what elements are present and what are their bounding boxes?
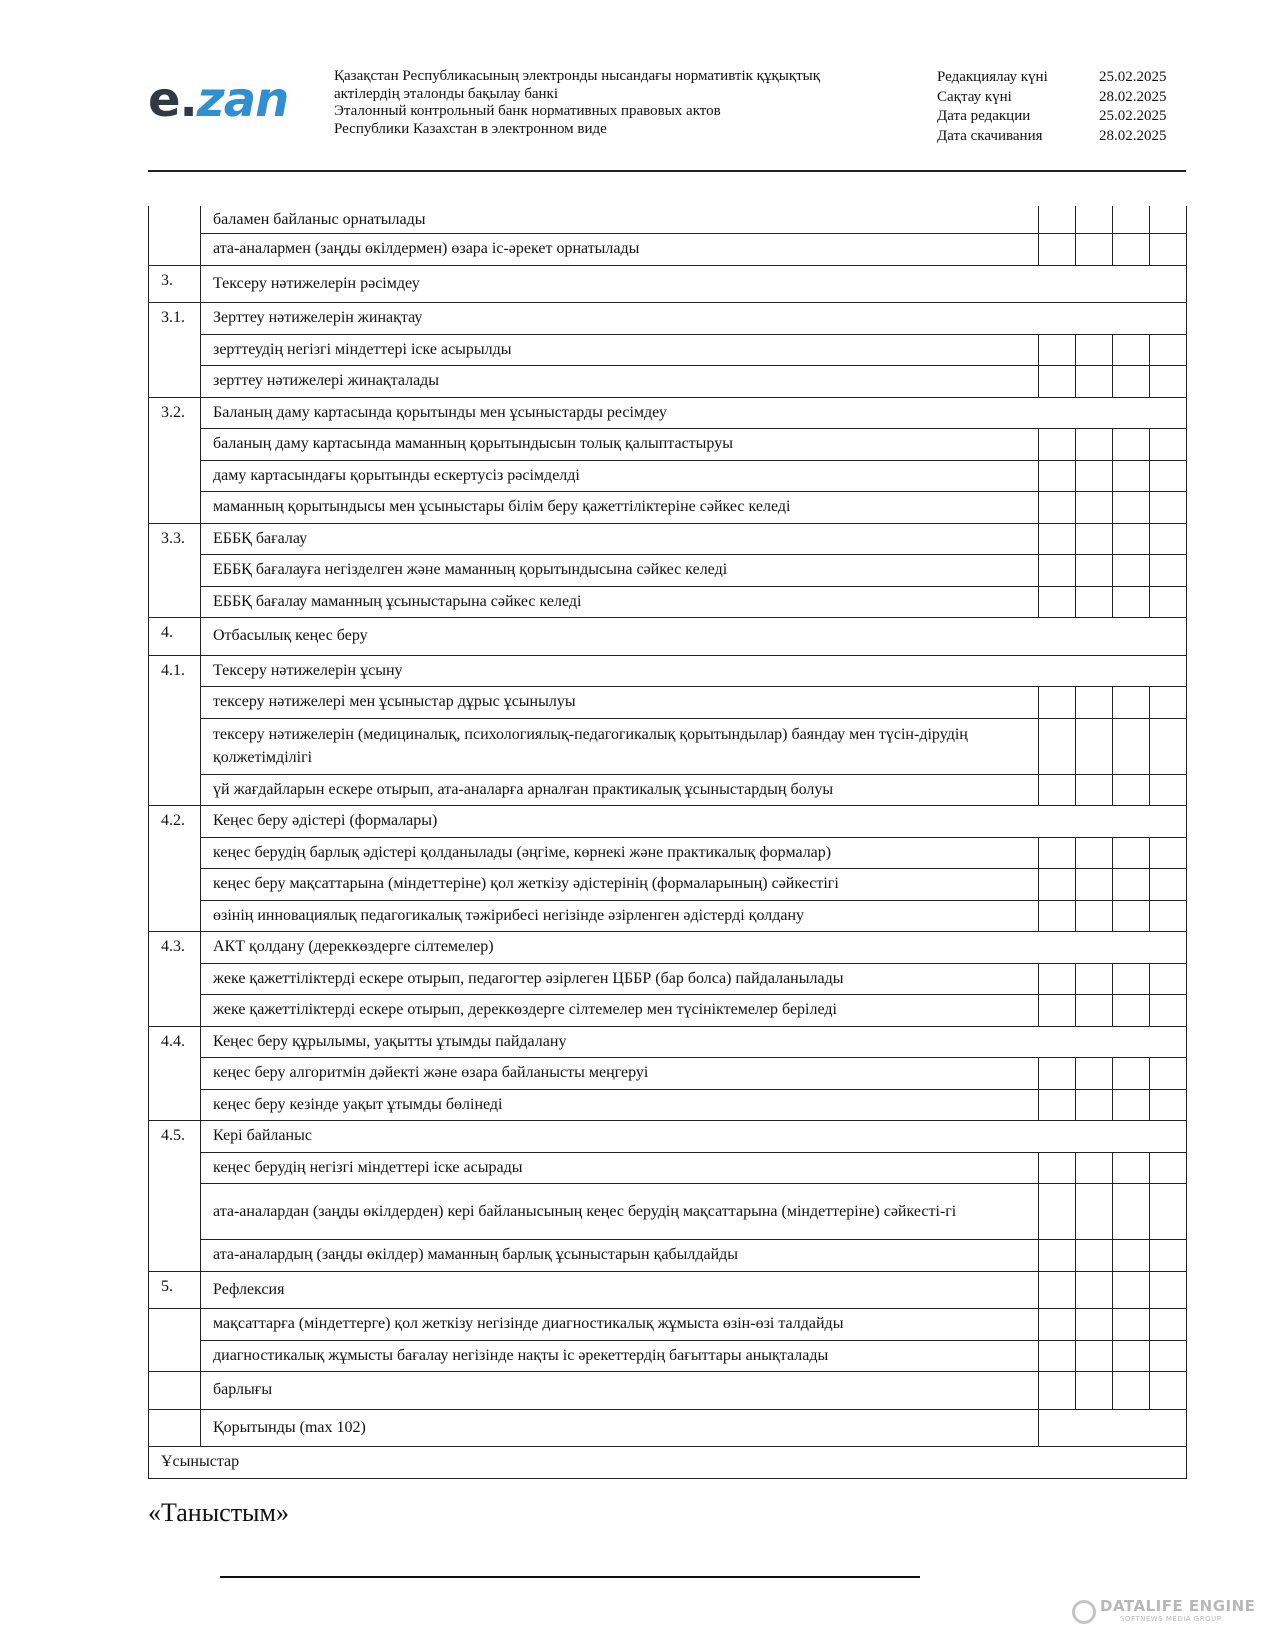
score-cell[interactable] xyxy=(1113,995,1150,1027)
score-cell[interactable] xyxy=(1076,687,1113,719)
row-number: 4. xyxy=(149,618,201,656)
meta-value: 28.02.2025 xyxy=(1099,88,1167,105)
score-cell[interactable] xyxy=(1113,1309,1150,1341)
score-cell[interactable] xyxy=(1150,1089,1187,1121)
score-cell[interactable] xyxy=(1039,555,1076,587)
evaluation-table xyxy=(148,206,1187,1479)
watermark xyxy=(1078,1597,1255,1623)
meta-label: Дата скачивания xyxy=(937,127,1043,144)
meta-row xyxy=(937,68,1167,88)
score-cell[interactable] xyxy=(1113,234,1150,266)
row-text: зерттеудің негізгі міндеттері іске асырылды xyxy=(201,334,1039,366)
table-row xyxy=(149,1152,1187,1184)
row-number: 4.4. xyxy=(149,1026,201,1121)
score-cell[interactable] xyxy=(1076,492,1113,524)
table-row xyxy=(149,1340,1187,1372)
score-cell[interactable] xyxy=(1113,1184,1150,1240)
row-text: маманның қорытындысы мен ұсыныстары білім беру қажеттіліктеріне сәйкес келеді xyxy=(201,492,1039,524)
table-row xyxy=(149,1089,1187,1121)
header-line: Республики Казахстан в электронном виде xyxy=(334,120,607,137)
table-row xyxy=(149,869,1187,901)
row-text: ЕББҚ бағалау xyxy=(201,523,1039,555)
score-cell[interactable] xyxy=(1039,718,1076,774)
row-number: 5. xyxy=(149,1271,201,1309)
row-text: АКТ қолдану (дереккөздерге сілтемелер) xyxy=(201,932,1187,964)
score-cell[interactable] xyxy=(1039,366,1076,398)
table-row xyxy=(149,837,1187,869)
table-row xyxy=(149,1184,1187,1240)
meta-value: 25.02.2025 xyxy=(1099,108,1167,124)
score-cell[interactable] xyxy=(1039,206,1076,234)
meta-label: Редакциялау күні xyxy=(937,69,1048,85)
ezan-logo: e.zan xyxy=(148,72,289,128)
table-row xyxy=(149,586,1187,618)
table-row xyxy=(149,555,1187,587)
score-cell[interactable] xyxy=(1039,1089,1076,1121)
score-cell[interactable] xyxy=(1150,206,1187,234)
table-row xyxy=(149,932,1187,964)
score-cell[interactable] xyxy=(1150,1340,1187,1372)
table-row xyxy=(149,774,1187,806)
row-number: 3.1. xyxy=(149,303,201,398)
score-cell[interactable] xyxy=(1113,1089,1150,1121)
score-cell[interactable] xyxy=(1113,492,1150,524)
watermark-sub: SOFTNEWS MEDIA GROUP xyxy=(1120,1615,1222,1623)
score-cell[interactable] xyxy=(1150,869,1187,901)
score-cell[interactable] xyxy=(1113,718,1150,774)
table-row xyxy=(149,366,1187,398)
score-cell[interactable] xyxy=(1113,334,1150,366)
table-row xyxy=(149,718,1187,774)
score-cell[interactable] xyxy=(1039,429,1076,461)
score-cell[interactable] xyxy=(1076,1340,1113,1372)
score-cell[interactable] xyxy=(1150,1184,1187,1240)
signature-line xyxy=(220,1576,920,1578)
score-cell[interactable] xyxy=(1039,869,1076,901)
row-text: ата-аналардың (заңды өкілдер) маманның барлық ұсыныстарын қабылдайды xyxy=(201,1240,1039,1272)
row-number: 3. xyxy=(149,265,201,303)
score-cell[interactable] xyxy=(1039,460,1076,492)
header-meta xyxy=(937,68,1167,146)
row-text: кеңес берудің барлық әдістері қолданылады (әңгіме, көрнекі және практикалық формалар) xyxy=(201,837,1039,869)
score-cell[interactable] xyxy=(1150,900,1187,932)
meta-label: Сақтау күні xyxy=(937,88,1012,105)
row-text: Кері байланыс xyxy=(201,1121,1187,1153)
row-text: Рефлексия xyxy=(201,1271,1039,1309)
table-row xyxy=(149,523,1187,555)
score-cell[interactable] xyxy=(1039,687,1076,719)
score-cell[interactable] xyxy=(1039,234,1076,266)
meta-value: 25.02.2025 xyxy=(1099,69,1167,85)
table-row xyxy=(149,1271,1187,1309)
row-text: жеке қажеттіліктерді ескере отырып, дереккөздерге сілтемелер мен түсініктемелер беріледі xyxy=(201,995,1039,1027)
score-cell[interactable] xyxy=(1150,555,1187,587)
score-cell[interactable] xyxy=(1039,586,1076,618)
score-cell[interactable] xyxy=(1039,1152,1076,1184)
row-number: 3.2. xyxy=(149,397,201,523)
score-cell[interactable] xyxy=(1076,1152,1113,1184)
score-cell[interactable] xyxy=(1113,586,1150,618)
row-number: 4.3. xyxy=(149,932,201,1027)
score-cell[interactable] xyxy=(1076,900,1113,932)
score-cell[interactable] xyxy=(1150,995,1187,1027)
table-row xyxy=(149,460,1187,492)
score-cell[interactable] xyxy=(1113,1058,1150,1090)
row-text: тексеру нәтижелері мен ұсыныстар дұрыс ұсынылуы xyxy=(201,687,1039,719)
row-text: өзінің инновациялық педагогикалық тәжірибесі негізінде әзірленген әдістерді қолдану xyxy=(201,900,1039,932)
score-cell[interactable] xyxy=(1076,586,1113,618)
row-text: ата-аналармен (заңды өкілдермен) өзара іс-әрекет орнатылады xyxy=(201,234,1039,266)
score-cell[interactable] xyxy=(1150,687,1187,719)
meta-label: Дата редакции xyxy=(937,108,1031,124)
row-text: мақсаттарға (міндеттерге) қол жеткізу негізінде диагностикалық жұмыста өзін-өзі талдайды xyxy=(201,1309,1039,1341)
score-cell[interactable] xyxy=(1113,523,1150,555)
row-text: кеңес беру мақсаттарына (міндеттеріне) қол жеткізу әдістерінің (формаларының) сәйкестігі xyxy=(201,869,1039,901)
score-cell[interactable] xyxy=(1039,963,1076,995)
row-number: 4.5. xyxy=(149,1121,201,1272)
score-cell[interactable] xyxy=(1039,774,1076,806)
row-text: Қорытынды (max 102) xyxy=(201,1409,1039,1447)
score-cell[interactable] xyxy=(1076,366,1113,398)
score-cell[interactable] xyxy=(1039,1372,1076,1410)
table-row xyxy=(149,1058,1187,1090)
acknowledged-label: «Таныстым» xyxy=(148,1498,289,1527)
score-cell[interactable] xyxy=(1113,963,1150,995)
score-cell[interactable] xyxy=(1150,718,1187,774)
score-cell[interactable] xyxy=(1076,460,1113,492)
table-row xyxy=(149,1121,1187,1153)
watermark-main: DATALIFE ENGINE xyxy=(1100,1597,1256,1615)
score-cell[interactable] xyxy=(1113,687,1150,719)
row-text: Отбасылық кеңес беру xyxy=(201,618,1187,656)
score-cell[interactable] xyxy=(1039,995,1076,1027)
header-title xyxy=(334,68,820,138)
meta-row xyxy=(937,88,1167,108)
header-line: Қазақстан Республикасының электронды нысандағы нормативтік құқықтық xyxy=(334,68,821,84)
score-cell[interactable] xyxy=(1076,1089,1113,1121)
score-cell[interactable] xyxy=(1150,523,1187,555)
row-text: барлығы xyxy=(201,1372,1039,1410)
row-number: 3.3. xyxy=(149,523,201,618)
header-line: актілердің эталонды бақылау банкі xyxy=(334,85,558,102)
row-text: Тексеру нәтижелерін ұсыну xyxy=(201,655,1187,687)
row-number xyxy=(149,1309,201,1372)
score-cell[interactable] xyxy=(1150,586,1187,618)
score-cell[interactable] xyxy=(1039,1309,1076,1341)
score-cell[interactable] xyxy=(1076,774,1113,806)
score-cell[interactable] xyxy=(1039,1271,1076,1309)
score-cell[interactable] xyxy=(1113,429,1150,461)
row-text: ЕББҚ бағалауға негізделген және маманның қорытындысына сәйкес келеді xyxy=(201,555,1039,587)
row-number: 4.1. xyxy=(149,655,201,806)
score-cell[interactable] xyxy=(1150,837,1187,869)
score-cell[interactable] xyxy=(1076,1309,1113,1341)
score-cell[interactable] xyxy=(1076,837,1113,869)
row-text: даму картасындағы қорытынды ескертусіз рәсімделді xyxy=(201,460,1039,492)
row-text: үй жағдайларын ескере отырып, ата-аналарға арналған практикалық ұсыныстардың болуы xyxy=(201,774,1039,806)
row-text: Кеңес беру әдістері (формалары) xyxy=(201,806,1187,838)
table-row xyxy=(149,303,1187,335)
score-cell[interactable] xyxy=(1076,1271,1113,1309)
recommendations-label: Ұсыныстар xyxy=(149,1447,1187,1479)
meta-row xyxy=(937,107,1167,127)
score-cell[interactable] xyxy=(1150,366,1187,398)
table-row xyxy=(149,963,1187,995)
row-number: 4.2. xyxy=(149,806,201,932)
score-cell[interactable] xyxy=(1076,963,1113,995)
table-row xyxy=(149,265,1187,303)
row-text: зерттеу нәтижелері жинақталады xyxy=(201,366,1039,398)
score-cell[interactable] xyxy=(1039,1184,1076,1240)
score-cell[interactable] xyxy=(1113,1271,1150,1309)
table-row xyxy=(149,1240,1187,1272)
score-cell[interactable] xyxy=(1076,555,1113,587)
score-cell[interactable] xyxy=(1113,1340,1150,1372)
score-cell[interactable] xyxy=(1076,869,1113,901)
score-cell[interactable] xyxy=(1113,869,1150,901)
score-cell[interactable] xyxy=(1113,774,1150,806)
row-text: ата-аналардан (заңды өкілдерден) кері байланысының кеңес берудің мақсаттарына (міндеттеріне) сәйкесті-гі xyxy=(201,1184,1039,1240)
datalife-logo-icon xyxy=(1072,1600,1096,1624)
table-row xyxy=(149,429,1187,461)
score-cell[interactable] xyxy=(1076,1058,1113,1090)
meta-row xyxy=(937,127,1167,147)
row-number xyxy=(149,206,201,265)
score-cell[interactable] xyxy=(1113,460,1150,492)
score-cell[interactable] xyxy=(1076,1184,1113,1240)
row-text: кеңес беру кезінде уақыт ұтымды бөлінеді xyxy=(201,1089,1039,1121)
score-cell[interactable] xyxy=(1113,206,1150,234)
score-cell[interactable] xyxy=(1076,206,1113,234)
score-cell[interactable] xyxy=(1076,429,1113,461)
table-row xyxy=(149,1026,1187,1058)
score-cell[interactable] xyxy=(1150,234,1187,266)
score-cell[interactable] xyxy=(1039,837,1076,869)
row-text: баланың даму картасында маманның қорытындысын толық қалыптастыруы xyxy=(201,429,1039,461)
score-cell[interactable] xyxy=(1150,334,1187,366)
row-text: диагностикалық жұмысты бағалау негізінде нақты іс әрекеттердің бағыттары анықталады xyxy=(201,1340,1039,1372)
row-number xyxy=(149,1372,201,1410)
score-cell[interactable] xyxy=(1039,1340,1076,1372)
table-row xyxy=(149,655,1187,687)
row-text: Зерттеу нәтижелерін жинақтау xyxy=(201,303,1187,335)
score-cell[interactable] xyxy=(1076,334,1113,366)
score-cell[interactable] xyxy=(1150,1152,1187,1184)
table-row xyxy=(149,206,1187,234)
score-cell[interactable] xyxy=(1039,523,1076,555)
row-text: тексеру нәтижелерін (медициналық, психологиялық-педагогикалық қорытындылар) баяндау мен түсін-дірудің қолжетімділігі xyxy=(201,718,1039,774)
score-cell[interactable] xyxy=(1150,1271,1187,1309)
table-row xyxy=(149,1409,1187,1447)
score-cell[interactable] xyxy=(1150,1309,1187,1341)
score-cell[interactable] xyxy=(1113,1240,1150,1272)
row-text: баламен байланыс орнатылады xyxy=(201,206,1039,234)
score-cell[interactable] xyxy=(1150,963,1187,995)
table-row xyxy=(149,687,1187,719)
score-cell[interactable] xyxy=(1113,900,1150,932)
table-row xyxy=(149,492,1187,524)
table-row xyxy=(149,1309,1187,1341)
table-row xyxy=(149,1447,1187,1479)
table-row xyxy=(149,806,1187,838)
row-text: жеке қажеттіліктерді ескере отырып, педагогтер әзірлеген ЦББР (бар болса) пайдаланылады xyxy=(201,963,1039,995)
score-cell[interactable] xyxy=(1150,1058,1187,1090)
score-cell[interactable] xyxy=(1039,1058,1076,1090)
score-cell[interactable] xyxy=(1076,234,1113,266)
score-cell[interactable] xyxy=(1076,718,1113,774)
row-text: кеңес берудің негізгі міндеттері іске асырады xyxy=(201,1152,1039,1184)
table-row xyxy=(149,900,1187,932)
total-score-cell[interactable] xyxy=(1039,1409,1187,1447)
table-row xyxy=(149,234,1187,266)
row-text: Кеңес беру құрылымы, уақытты ұтымды пайдалану xyxy=(201,1026,1187,1058)
table-row xyxy=(149,995,1187,1027)
score-cell[interactable] xyxy=(1150,429,1187,461)
row-text: Тексеру нәтижелерін рәсімдеу xyxy=(201,265,1187,303)
score-cell[interactable] xyxy=(1113,837,1150,869)
score-cell[interactable] xyxy=(1076,523,1113,555)
score-cell[interactable] xyxy=(1039,492,1076,524)
score-cell[interactable] xyxy=(1039,1240,1076,1272)
header-divider xyxy=(148,170,1186,172)
score-cell[interactable] xyxy=(1076,1240,1113,1272)
score-cell[interactable] xyxy=(1039,334,1076,366)
score-cell[interactable] xyxy=(1076,995,1113,1027)
score-cell[interactable] xyxy=(1150,460,1187,492)
row-text: кеңес беру алгоритмін дәйекті және өзара байланысты меңгеруі xyxy=(201,1058,1039,1090)
score-cell[interactable] xyxy=(1113,366,1150,398)
score-cell[interactable] xyxy=(1150,492,1187,524)
table-row xyxy=(149,334,1187,366)
table-row xyxy=(149,1372,1187,1410)
score-cell[interactable] xyxy=(1150,1372,1187,1410)
meta-value: 28.02.2025 xyxy=(1099,127,1167,144)
table-row xyxy=(149,618,1187,656)
score-cell[interactable] xyxy=(1039,900,1076,932)
score-cell[interactable] xyxy=(1150,774,1187,806)
score-cell[interactable] xyxy=(1076,1372,1113,1410)
score-cell[interactable] xyxy=(1113,1152,1150,1184)
row-text: Баланың даму картасында қорытынды мен ұсыныстарды ресімдеу xyxy=(201,397,1187,429)
score-cell[interactable] xyxy=(1150,1240,1187,1272)
table-row xyxy=(149,397,1187,429)
row-number xyxy=(149,1409,201,1447)
row-text: ЕББҚ бағалау маманның ұсыныстарына сәйкес келеді xyxy=(201,586,1039,618)
header-line: Эталонный контрольный банк нормативных правовых актов xyxy=(334,103,721,119)
score-cell[interactable] xyxy=(1113,555,1150,587)
score-cell[interactable] xyxy=(1113,1372,1150,1410)
